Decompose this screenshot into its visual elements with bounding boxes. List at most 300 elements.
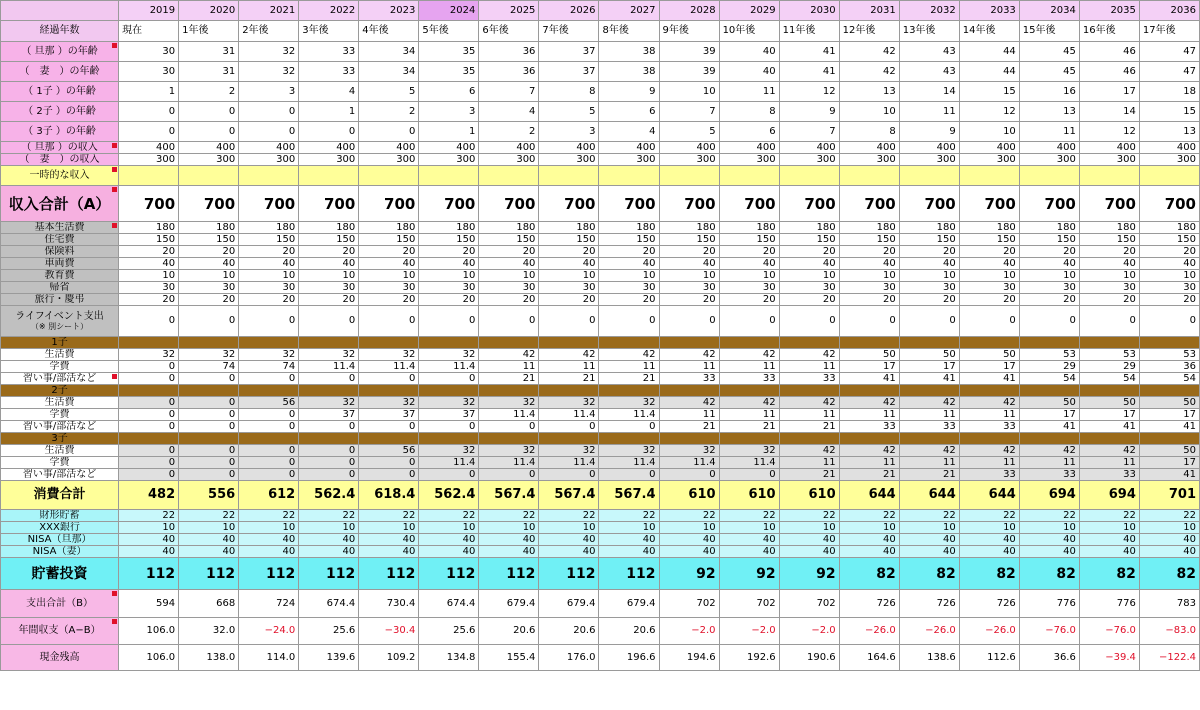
section-cell[interactable] (479, 385, 539, 397)
child1-lessons-cell[interactable]: 54 (1079, 373, 1139, 385)
year-header-cell[interactable]: 2036 (1139, 1, 1199, 21)
child3-lessons-cell[interactable]: 0 (479, 469, 539, 481)
housing-cell[interactable]: 150 (839, 234, 899, 246)
basic-living-cell[interactable]: 180 (1079, 222, 1139, 234)
travel-cell[interactable]: 20 (1139, 294, 1199, 306)
travel-cell[interactable]: 20 (899, 294, 959, 306)
child3-lessons-label[interactable] (1, 469, 119, 481)
consumption-total-cell[interactable]: 556 (179, 481, 239, 510)
child2-lessons-cell[interactable]: 0 (119, 421, 179, 433)
total-income-cell[interactable]: 700 (899, 186, 959, 222)
section-cell[interactable] (1139, 385, 1199, 397)
homecoming-cell[interactable]: 30 (299, 282, 359, 294)
child1-tuition-label[interactable] (1, 361, 119, 373)
xxx-bank-cell[interactable]: 10 (779, 522, 839, 534)
cash-balance-cell[interactable]: 138.0 (179, 645, 239, 671)
child3-age-cell[interactable]: 3 (539, 122, 599, 142)
savings-investment-cell[interactable]: 82 (899, 558, 959, 590)
child2-lessons-cell[interactable]: 0 (359, 421, 419, 433)
consumption-total-cell[interactable]: 610 (719, 481, 779, 510)
temporary-income-label[interactable] (1, 166, 119, 186)
education-cell[interactable]: 10 (719, 270, 779, 282)
child2-lessons-cell[interactable]: 21 (659, 421, 719, 433)
child3-living-cell[interactable]: 42 (839, 445, 899, 457)
section-cell[interactable] (1079, 337, 1139, 349)
husband-age-cell[interactable]: 45 (1019, 42, 1079, 62)
child3-age-cell[interactable]: 10 (959, 122, 1019, 142)
wife-income-cell[interactable]: 300 (779, 154, 839, 166)
property-savings-label[interactable] (1, 510, 119, 522)
cash-balance-cell[interactable]: 164.6 (839, 645, 899, 671)
child2-tuition-cell[interactable]: 17 (1139, 409, 1199, 421)
child3-lessons-cell[interactable]: 0 (119, 469, 179, 481)
wife-income-cell[interactable]: 300 (539, 154, 599, 166)
savings-investment-cell[interactable]: 112 (179, 558, 239, 590)
child3-living-cell[interactable]: 32 (659, 445, 719, 457)
expense-total-label[interactable] (1, 590, 119, 618)
homecoming-cell[interactable]: 30 (179, 282, 239, 294)
property-savings-cell[interactable]: 22 (419, 510, 479, 522)
wife-age-cell[interactable]: 33 (299, 62, 359, 82)
child3-lessons-cell[interactable]: 0 (299, 469, 359, 481)
section-cell[interactable] (779, 385, 839, 397)
travel-cell[interactable]: 20 (1079, 294, 1139, 306)
section-cell[interactable] (1139, 433, 1199, 445)
child2-age-cell[interactable]: 11 (899, 102, 959, 122)
expense-total-cell[interactable]: 730.4 (359, 590, 419, 618)
wife-age-cell[interactable]: 38 (599, 62, 659, 82)
husband-age-label[interactable] (1, 42, 119, 62)
nisa-wife-cell[interactable]: 40 (359, 546, 419, 558)
consumption-total-cell[interactable]: 618.4 (359, 481, 419, 510)
child1-tuition-cell[interactable]: 11 (719, 361, 779, 373)
child1-living-cell[interactable]: 42 (719, 349, 779, 361)
xxx-bank-cell[interactable]: 10 (359, 522, 419, 534)
husband-income-cell[interactable]: 400 (299, 142, 359, 154)
nisa-wife-cell[interactable]: 40 (659, 546, 719, 558)
nisa-husband-cell[interactable]: 40 (119, 534, 179, 546)
temporary-income-cell[interactable] (119, 166, 179, 186)
husband-age-cell[interactable]: 43 (899, 42, 959, 62)
housing-cell[interactable]: 150 (359, 234, 419, 246)
child1-lessons-cell[interactable]: 41 (959, 373, 1019, 385)
child2-living-cell[interactable]: 32 (479, 397, 539, 409)
cash-balance-cell[interactable]: 190.6 (779, 645, 839, 671)
basic-living-cell[interactable]: 180 (479, 222, 539, 234)
wife-age-cell[interactable]: 37 (539, 62, 599, 82)
consumption-total-cell[interactable]: 694 (1079, 481, 1139, 510)
child2-lessons-cell[interactable]: 33 (839, 421, 899, 433)
consumption-total-cell[interactable]: 562.4 (419, 481, 479, 510)
section-cell[interactable] (659, 433, 719, 445)
wife-age-label[interactable] (1, 62, 119, 82)
nisa-husband-cell[interactable]: 40 (779, 534, 839, 546)
expense-total-cell[interactable]: 594 (119, 590, 179, 618)
year-header-cell[interactable]: 2023 (359, 1, 419, 21)
husband-income-label[interactable] (1, 142, 119, 154)
child1-age-cell[interactable]: 18 (1139, 82, 1199, 102)
elapsed-years-cell[interactable]: 6年後 (479, 21, 539, 42)
child2-lessons-cell[interactable]: 21 (779, 421, 839, 433)
child3-age-cell[interactable]: 8 (839, 122, 899, 142)
child3-living-cell[interactable]: 32 (539, 445, 599, 457)
child1-tuition-cell[interactable]: 11.4 (299, 361, 359, 373)
child1-living-cell[interactable]: 32 (419, 349, 479, 361)
basic-living-cell[interactable]: 180 (659, 222, 719, 234)
expense-total-cell[interactable]: 783 (1139, 590, 1199, 618)
cash-balance-cell[interactable]: 176.0 (539, 645, 599, 671)
husband-age-cell[interactable]: 32 (239, 42, 299, 62)
child2-tuition-cell[interactable]: 11 (659, 409, 719, 421)
travel-cell[interactable]: 20 (179, 294, 239, 306)
child2-tuition-cell[interactable]: 11 (899, 409, 959, 421)
child1-tuition-cell[interactable]: 11.4 (419, 361, 479, 373)
child3-living-cell[interactable]: 32 (479, 445, 539, 457)
total-income-cell[interactable]: 700 (359, 186, 419, 222)
child3-age-cell[interactable]: 9 (899, 122, 959, 142)
nisa-husband-cell[interactable]: 40 (359, 534, 419, 546)
housing-label[interactable] (1, 234, 119, 246)
cash-balance-cell[interactable]: 138.6 (899, 645, 959, 671)
elapsed-years-label[interactable] (1, 21, 119, 42)
section-cell[interactable] (719, 337, 779, 349)
child3-age-cell[interactable]: 12 (1079, 122, 1139, 142)
housing-cell[interactable]: 150 (419, 234, 479, 246)
savings-investment-cell[interactable]: 82 (839, 558, 899, 590)
vehicle-cell[interactable]: 40 (179, 258, 239, 270)
section-cell[interactable] (299, 385, 359, 397)
child1-age-cell[interactable]: 8 (539, 82, 599, 102)
husband-age-cell[interactable]: 33 (299, 42, 359, 62)
child1-age-cell[interactable]: 5 (359, 82, 419, 102)
life-event-cell[interactable]: 0 (599, 306, 659, 337)
vehicle-cell[interactable]: 40 (119, 258, 179, 270)
wife-age-cell[interactable]: 43 (899, 62, 959, 82)
nisa-wife-cell[interactable]: 40 (1019, 546, 1079, 558)
child1-lessons-cell[interactable]: 41 (839, 373, 899, 385)
child1-lessons-cell[interactable]: 21 (539, 373, 599, 385)
travel-cell[interactable]: 20 (599, 294, 659, 306)
child2-tuition-cell[interactable]: 17 (1019, 409, 1079, 421)
property-savings-cell[interactable]: 22 (119, 510, 179, 522)
annual-balance-cell[interactable]: 20.6 (539, 618, 599, 645)
elapsed-years-cell[interactable]: 10年後 (719, 21, 779, 42)
basic-living-cell[interactable]: 180 (719, 222, 779, 234)
annual-balance-cell[interactable]: −2.0 (779, 618, 839, 645)
housing-cell[interactable]: 150 (599, 234, 659, 246)
husband-income-cell[interactable]: 400 (1019, 142, 1079, 154)
nisa-wife-cell[interactable]: 40 (179, 546, 239, 558)
travel-cell[interactable]: 20 (719, 294, 779, 306)
section-cell[interactable] (299, 433, 359, 445)
savings-investment-label[interactable] (1, 558, 119, 590)
child3-age-cell[interactable]: 0 (299, 122, 359, 142)
child2-tuition-cell[interactable]: 17 (1079, 409, 1139, 421)
child1-lessons-cell[interactable]: 33 (719, 373, 779, 385)
section-cell[interactable] (359, 337, 419, 349)
child1-lessons-cell[interactable]: 33 (779, 373, 839, 385)
life-event-cell[interactable]: 0 (539, 306, 599, 337)
child2-lessons-cell[interactable]: 41 (1079, 421, 1139, 433)
child2-age-cell[interactable]: 4 (479, 102, 539, 122)
child2-age-label[interactable] (1, 102, 119, 122)
child3-living-cell[interactable]: 0 (239, 445, 299, 457)
annual-balance-cell[interactable]: −26.0 (899, 618, 959, 645)
savings-investment-cell[interactable]: 112 (599, 558, 659, 590)
child2-lessons-cell[interactable]: 0 (419, 421, 479, 433)
expense-total-cell[interactable]: 679.4 (539, 590, 599, 618)
vehicle-label[interactable] (1, 258, 119, 270)
annual-balance-label[interactable] (1, 618, 119, 645)
consumption-total-cell[interactable]: 567.4 (599, 481, 659, 510)
wife-income-cell[interactable]: 300 (1019, 154, 1079, 166)
housing-cell[interactable]: 150 (899, 234, 959, 246)
husband-age-cell[interactable]: 34 (359, 42, 419, 62)
child3-living-cell[interactable]: 56 (359, 445, 419, 457)
child1-living-cell[interactable]: 32 (299, 349, 359, 361)
child2-tuition-cell[interactable]: 37 (419, 409, 479, 421)
elapsed-years-cell[interactable]: 15年後 (1019, 21, 1079, 42)
homecoming-cell[interactable]: 30 (119, 282, 179, 294)
child3-living-cell[interactable]: 0 (299, 445, 359, 457)
child1-age-cell[interactable]: 10 (659, 82, 719, 102)
total-income-cell[interactable]: 700 (239, 186, 299, 222)
child1-living-cell[interactable]: 32 (119, 349, 179, 361)
education-cell[interactable]: 10 (659, 270, 719, 282)
annual-balance-cell[interactable]: −26.0 (959, 618, 1019, 645)
husband-income-cell[interactable]: 400 (419, 142, 479, 154)
elapsed-years-cell[interactable]: 13年後 (899, 21, 959, 42)
wife-age-cell[interactable]: 47 (1139, 62, 1199, 82)
section-cell[interactable] (1079, 433, 1139, 445)
husband-income-cell[interactable]: 400 (659, 142, 719, 154)
child3-tuition-cell[interactable]: 11.4 (419, 457, 479, 469)
section-cell[interactable] (359, 433, 419, 445)
travel-cell[interactable]: 20 (839, 294, 899, 306)
consumption-total-cell[interactable]: 562.4 (299, 481, 359, 510)
cash-balance-cell[interactable]: 114.0 (239, 645, 299, 671)
husband-age-cell[interactable]: 42 (839, 42, 899, 62)
education-cell[interactable]: 10 (479, 270, 539, 282)
child3-tuition-cell[interactable]: 11 (899, 457, 959, 469)
temporary-income-cell[interactable] (539, 166, 599, 186)
travel-cell[interactable]: 20 (119, 294, 179, 306)
travel-cell[interactable]: 20 (479, 294, 539, 306)
annual-balance-cell[interactable]: 25.6 (419, 618, 479, 645)
child3-lessons-cell[interactable]: 21 (839, 469, 899, 481)
husband-income-cell[interactable]: 400 (1139, 142, 1199, 154)
section-cell[interactable] (179, 385, 239, 397)
savings-investment-cell[interactable]: 112 (239, 558, 299, 590)
basic-living-cell[interactable]: 180 (839, 222, 899, 234)
child3-tuition-cell[interactable]: 0 (299, 457, 359, 469)
year-header-cell[interactable]: 2027 (599, 1, 659, 21)
expense-total-cell[interactable]: 726 (899, 590, 959, 618)
vehicle-cell[interactable]: 40 (719, 258, 779, 270)
xxx-bank-cell[interactable]: 10 (539, 522, 599, 534)
child3-tuition-cell[interactable]: 11 (959, 457, 1019, 469)
wife-income-cell[interactable]: 300 (359, 154, 419, 166)
section-cell[interactable] (1019, 337, 1079, 349)
temporary-income-cell[interactable] (599, 166, 659, 186)
expense-total-cell[interactable]: 668 (179, 590, 239, 618)
child1-age-cell[interactable]: 6 (419, 82, 479, 102)
insurance-cell[interactable]: 20 (899, 246, 959, 258)
wife-income-cell[interactable]: 300 (1139, 154, 1199, 166)
insurance-cell[interactable]: 20 (1079, 246, 1139, 258)
basic-living-cell[interactable]: 180 (899, 222, 959, 234)
child2-lessons-cell[interactable]: 33 (959, 421, 1019, 433)
wife-income-cell[interactable]: 300 (119, 154, 179, 166)
child2-lessons-cell[interactable]: 0 (479, 421, 539, 433)
year-header-cell[interactable]: 2029 (719, 1, 779, 21)
expense-total-cell[interactable]: 702 (659, 590, 719, 618)
consumption-total-cell[interactable]: 567.4 (539, 481, 599, 510)
wife-age-cell[interactable]: 36 (479, 62, 539, 82)
education-cell[interactable]: 10 (599, 270, 659, 282)
child1-tuition-cell[interactable]: 17 (839, 361, 899, 373)
nisa-wife-cell[interactable]: 40 (899, 546, 959, 558)
section-cell[interactable] (119, 385, 179, 397)
husband-age-cell[interactable]: 31 (179, 42, 239, 62)
basic-living-cell[interactable]: 180 (779, 222, 839, 234)
total-income-cell[interactable]: 700 (599, 186, 659, 222)
child1-living-cell[interactable]: 50 (839, 349, 899, 361)
section-cell[interactable] (359, 385, 419, 397)
savings-investment-cell[interactable]: 92 (659, 558, 719, 590)
child1-living-cell[interactable]: 42 (479, 349, 539, 361)
nisa-husband-cell[interactable]: 40 (839, 534, 899, 546)
basic-living-cell[interactable]: 180 (1139, 222, 1199, 234)
vehicle-cell[interactable]: 40 (359, 258, 419, 270)
child2-living-cell[interactable]: 32 (359, 397, 419, 409)
child3-tuition-cell[interactable]: 11.4 (659, 457, 719, 469)
child1-age-cell[interactable]: 4 (299, 82, 359, 102)
total-income-cell[interactable]: 700 (299, 186, 359, 222)
expense-total-cell[interactable]: 674.4 (419, 590, 479, 618)
cash-balance-cell[interactable]: 134.8 (419, 645, 479, 671)
child3-lessons-cell[interactable]: 41 (1139, 469, 1199, 481)
temporary-income-cell[interactable] (299, 166, 359, 186)
vehicle-cell[interactable]: 40 (539, 258, 599, 270)
expense-total-cell[interactable]: 674.4 (299, 590, 359, 618)
property-savings-cell[interactable]: 22 (299, 510, 359, 522)
child2-living-cell[interactable]: 42 (899, 397, 959, 409)
child3-tuition-cell[interactable]: 11 (839, 457, 899, 469)
child1-age-cell[interactable]: 9 (599, 82, 659, 102)
child3-tuition-cell[interactable]: 0 (179, 457, 239, 469)
property-savings-cell[interactable]: 22 (479, 510, 539, 522)
vehicle-cell[interactable]: 40 (839, 258, 899, 270)
child3-lessons-cell[interactable]: 21 (899, 469, 959, 481)
xxx-bank-cell[interactable]: 10 (899, 522, 959, 534)
vehicle-cell[interactable]: 40 (1079, 258, 1139, 270)
child3-tuition-cell[interactable]: 11.4 (539, 457, 599, 469)
child1-lessons-cell[interactable]: 54 (1139, 373, 1199, 385)
total-income-label[interactable] (1, 186, 119, 222)
insurance-cell[interactable]: 20 (299, 246, 359, 258)
homecoming-cell[interactable]: 30 (779, 282, 839, 294)
temporary-income-cell[interactable] (659, 166, 719, 186)
husband-age-cell[interactable]: 47 (1139, 42, 1199, 62)
life-event-cell[interactable]: 0 (179, 306, 239, 337)
insurance-cell[interactable]: 20 (659, 246, 719, 258)
child2-tuition-cell[interactable]: 11 (719, 409, 779, 421)
expense-total-cell[interactable]: 702 (719, 590, 779, 618)
insurance-cell[interactable]: 20 (779, 246, 839, 258)
basic-living-cell[interactable]: 180 (1019, 222, 1079, 234)
education-cell[interactable]: 10 (1079, 270, 1139, 282)
child1-lessons-cell[interactable]: 33 (659, 373, 719, 385)
cash-balance-cell[interactable]: 106.0 (119, 645, 179, 671)
child1-age-cell[interactable]: 13 (839, 82, 899, 102)
child3-living-cell[interactable]: 42 (959, 445, 1019, 457)
temporary-income-cell[interactable] (1079, 166, 1139, 186)
husband-income-cell[interactable]: 400 (479, 142, 539, 154)
housing-cell[interactable]: 150 (779, 234, 839, 246)
child1-tuition-cell[interactable]: 0 (119, 361, 179, 373)
housing-cell[interactable]: 150 (1019, 234, 1079, 246)
basic-living-cell[interactable]: 180 (119, 222, 179, 234)
husband-income-cell[interactable]: 400 (959, 142, 1019, 154)
child1-lessons-cell[interactable]: 21 (599, 373, 659, 385)
child2-age-cell[interactable]: 12 (959, 102, 1019, 122)
nisa-husband-cell[interactable]: 40 (179, 534, 239, 546)
xxx-bank-cell[interactable]: 10 (1079, 522, 1139, 534)
nisa-wife-cell[interactable]: 40 (779, 546, 839, 558)
child3-lessons-cell[interactable]: 0 (539, 469, 599, 481)
child3-age-cell[interactable]: 0 (239, 122, 299, 142)
child1-living-label[interactable] (1, 349, 119, 361)
travel-cell[interactable]: 20 (359, 294, 419, 306)
nisa-husband-cell[interactable]: 40 (479, 534, 539, 546)
vehicle-cell[interactable]: 40 (419, 258, 479, 270)
child1-living-cell[interactable]: 42 (659, 349, 719, 361)
husband-age-cell[interactable]: 44 (959, 42, 1019, 62)
husband-income-cell[interactable]: 400 (239, 142, 299, 154)
housing-cell[interactable]: 150 (539, 234, 599, 246)
expense-total-cell[interactable]: 724 (239, 590, 299, 618)
consumption-total-cell[interactable]: 644 (959, 481, 1019, 510)
section-cell[interactable] (539, 385, 599, 397)
child1-lessons-cell[interactable]: 0 (179, 373, 239, 385)
housing-cell[interactable]: 150 (179, 234, 239, 246)
child1-tuition-cell[interactable]: 11 (779, 361, 839, 373)
child3-tuition-cell[interactable]: 11.4 (479, 457, 539, 469)
section-cell[interactable] (659, 385, 719, 397)
section-cell[interactable] (899, 385, 959, 397)
section-cell[interactable] (719, 433, 779, 445)
child2-tuition-cell[interactable]: 11 (839, 409, 899, 421)
total-income-cell[interactable]: 700 (119, 186, 179, 222)
cash-balance-cell[interactable]: 194.6 (659, 645, 719, 671)
child3-lessons-cell[interactable]: 33 (959, 469, 1019, 481)
xxx-bank-cell[interactable]: 10 (239, 522, 299, 534)
homecoming-cell[interactable]: 30 (479, 282, 539, 294)
section-cell[interactable] (419, 433, 479, 445)
education-cell[interactable]: 10 (779, 270, 839, 282)
life-event-cell[interactable]: 0 (119, 306, 179, 337)
section-cell[interactable] (179, 433, 239, 445)
property-savings-cell[interactable]: 22 (1079, 510, 1139, 522)
child1-age-cell[interactable]: 7 (479, 82, 539, 102)
child2-living-cell[interactable]: 56 (239, 397, 299, 409)
homecoming-cell[interactable]: 30 (239, 282, 299, 294)
wife-income-cell[interactable]: 300 (479, 154, 539, 166)
consumption-total-cell[interactable]: 694 (1019, 481, 1079, 510)
year-header-cell[interactable]: 2033 (959, 1, 1019, 21)
child3-living-cell[interactable]: 32 (419, 445, 479, 457)
